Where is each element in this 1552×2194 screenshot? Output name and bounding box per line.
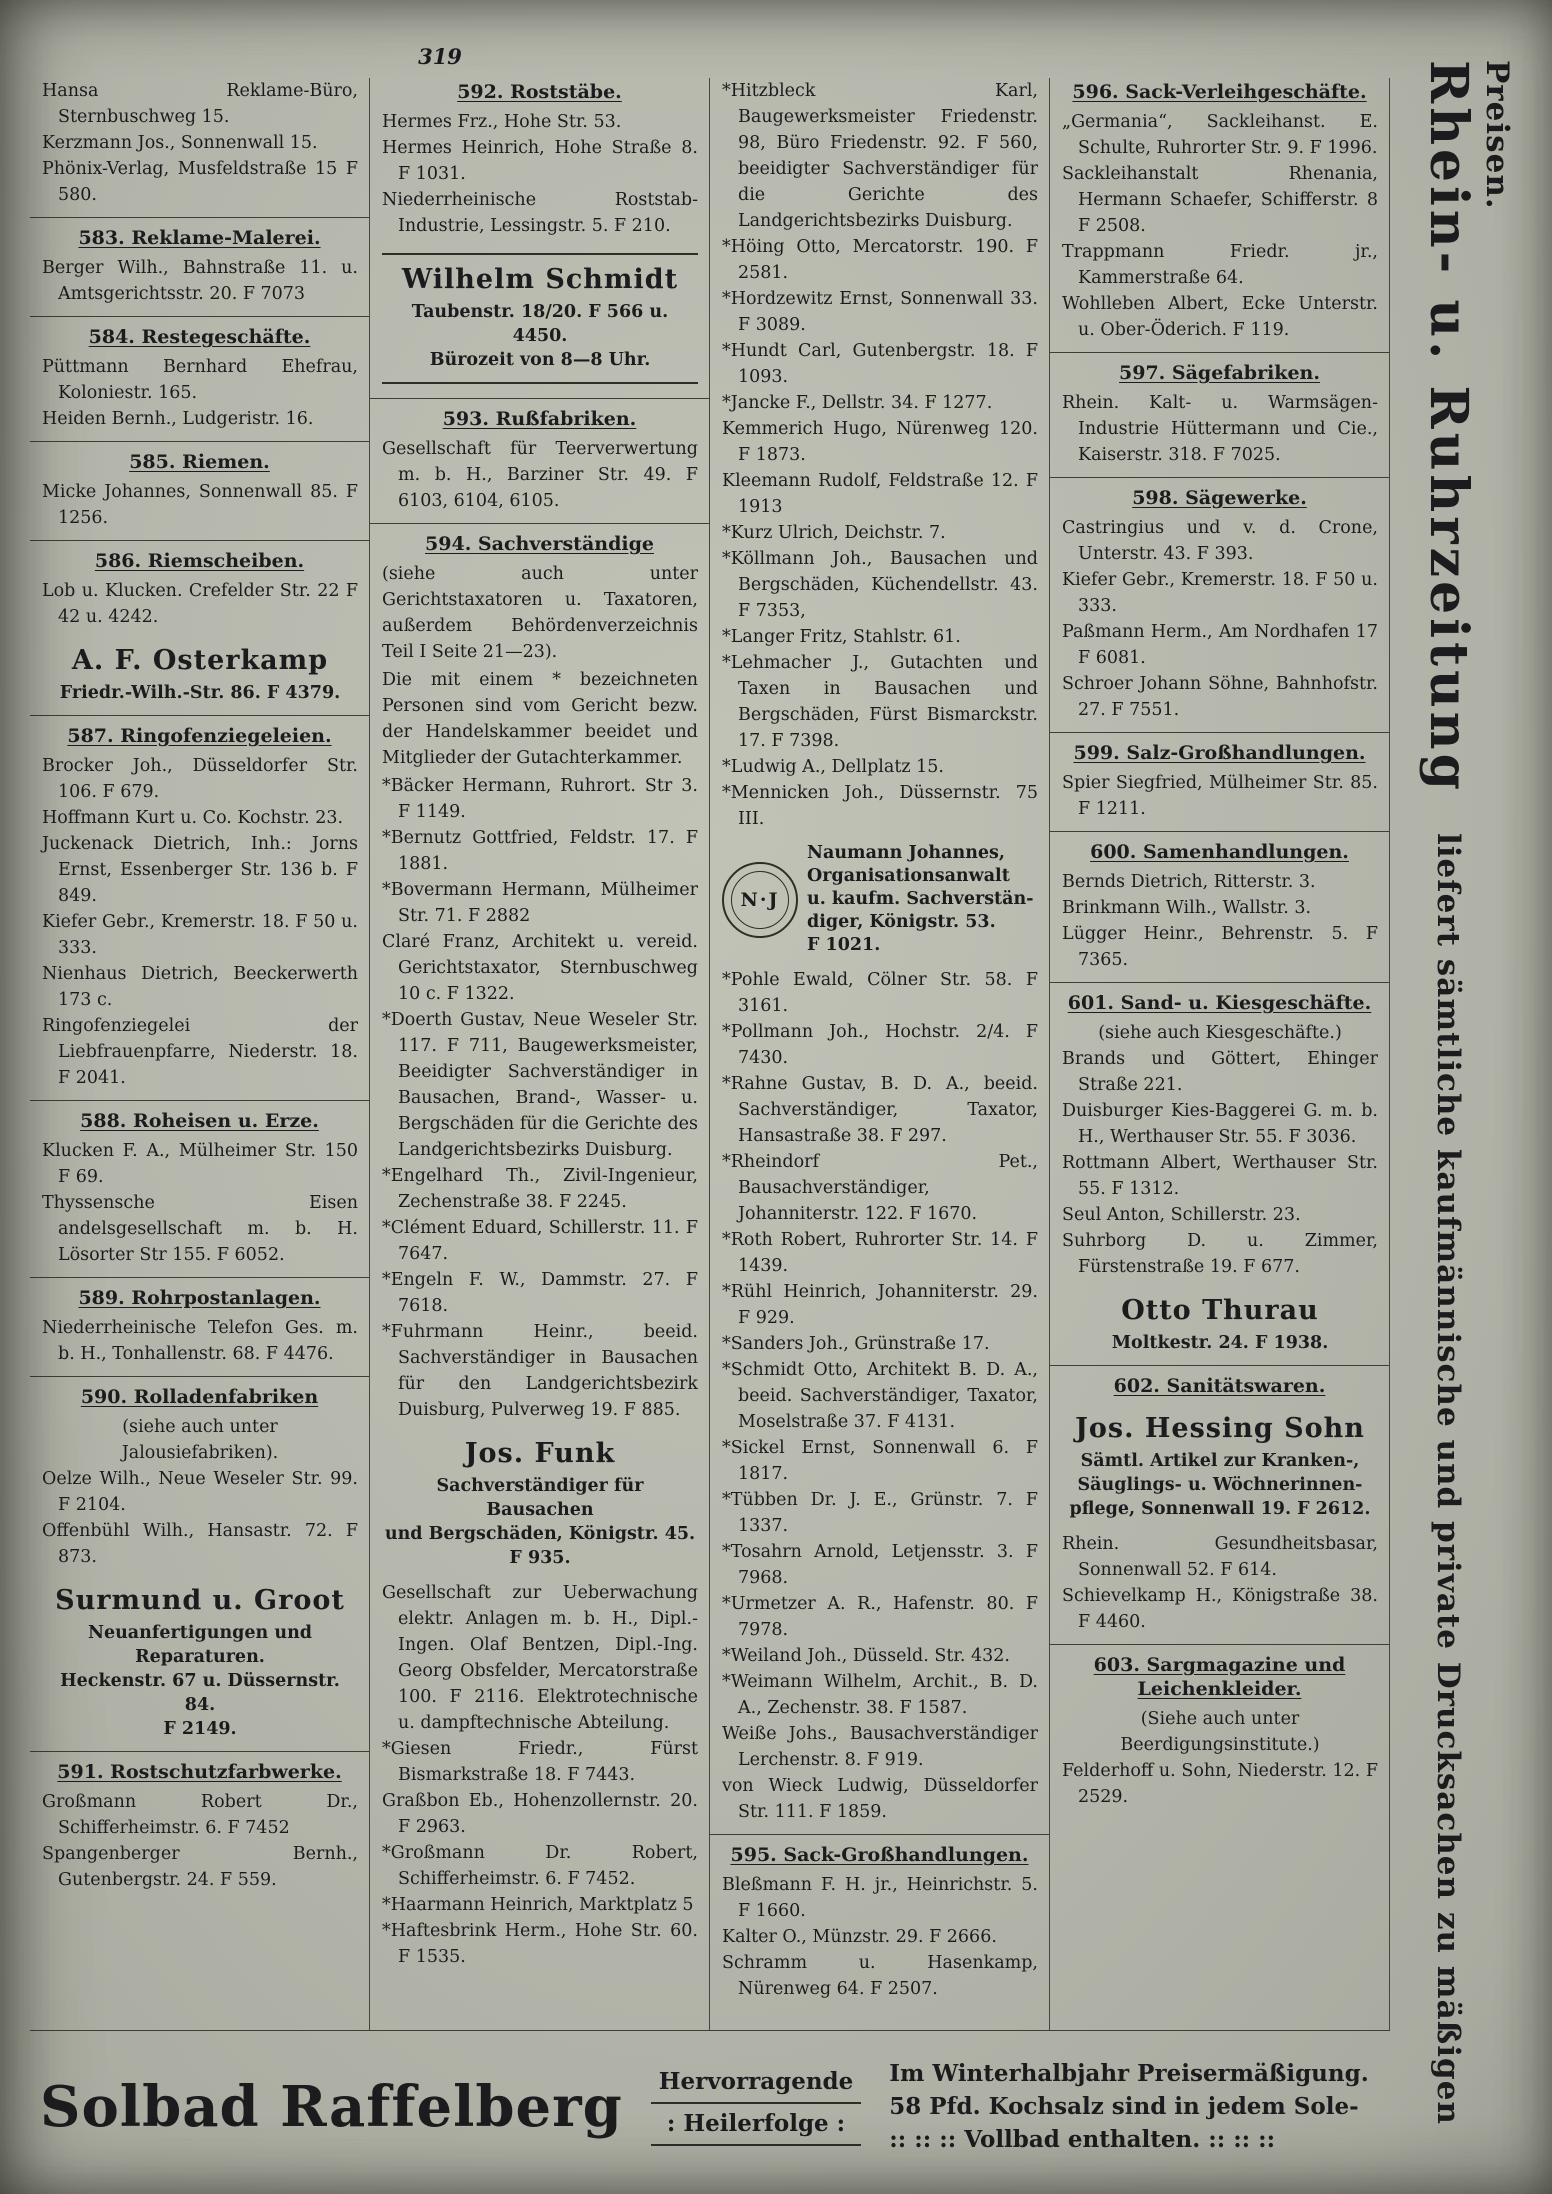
directory-entry: Heiden Bernh., Ludgeristr. 16.: [42, 409, 314, 429]
section-heading: 601. Sand- u. Kiesgeschäfte.: [1050, 982, 1389, 1015]
ad-title: Wilhelm Schmidt: [401, 264, 679, 295]
ad-title: Jos. Funk: [464, 1438, 616, 1469]
directory-entry: *Kurz Ulrich, Deichstr. 7.: [722, 523, 946, 543]
section-heading: 591. Rostschutzfarbwerke.: [30, 1751, 369, 1784]
directory-entry: Berger Wilh., Bahnstraße 11. u. Amtsgerichtsstr. 20. F 7073: [42, 258, 358, 304]
ad-line: F 935.: [509, 1548, 571, 1568]
directory-entry: Suhrborg D. u. Zimmer, Fürstenstraße 19. F 677.: [1062, 1231, 1378, 1277]
advertisement-block: [1062, 1294, 1378, 1355]
page-number: 319: [418, 44, 462, 69]
directory-entry: Bernds Dietrich, Ritterstr. 3.: [1062, 872, 1316, 892]
directory-entry: Spier Siegfried, Mülheimer Str. 85. F 1211.: [1062, 773, 1378, 819]
ad-line: Neuanfertigungen und: [87, 1623, 313, 1643]
directory-entry: Schramm u. Hasenkamp, Nürenweg 64. F 2507.: [722, 1953, 1038, 1999]
directory-entry: Lob u. Klucken. Crefelder Str. 22 F 42 u. 4242.: [42, 581, 358, 627]
directory-entry: Kiefer Gebr., Kremerstr. 18. F 50 u. 333.: [42, 912, 358, 958]
directory-entry: Duisburger Kies-Baggerei G. m. b. H., Werthauser Str. 55. F 3036.: [1062, 1101, 1378, 1147]
solbad-raffelberg-ad: [30, 2030, 1390, 2188]
directory-entry: Claré Franz, Architekt u. vereid. Gerichtstaxator, Sternbuschweg 10 c. F 1322.: [382, 932, 698, 1004]
directory-column: [710, 78, 1050, 2030]
section-heading: 585. Riemen.: [30, 441, 369, 474]
ad-line: F 2149.: [163, 1719, 237, 1739]
ad-line: Naumann Johannes,: [807, 843, 1005, 863]
directory-entry: Hansa Reklame-Büro, Sternbuschweg 15.: [42, 81, 358, 127]
directory-column: [1050, 78, 1390, 2030]
notary-seal-icon: [722, 862, 798, 938]
section-note: Die mit einem * bezeichneten Personen sind vom Gericht bezw. der Handelskammer beeidet und Mitglieder der Gutachterkammer.: [382, 670, 698, 768]
directory-column: [370, 78, 710, 2030]
ad-line: Moltkestr. 24. F 1938.: [1111, 1333, 1329, 1353]
directory-entry: Weiße Johs., Bausachverständiger Lerchenstr. 8. F 919.: [722, 1724, 1038, 1770]
directory-entry: *Höing Otto, Mercatorstr. 190. F 2581.: [722, 237, 1038, 283]
directory-entry: Gesellschaft zur Ueberwachung elektr. Anlagen m. b. H., Dipl.-Ingen. Olaf Bentzen, Dipl.-Ing. Georg Obsfelder, Mercatorstraße 100. F 2116. Elektrotechnische u. dampftechnische Abteilung.: [382, 1583, 698, 1733]
directory-entry: *Hordzewitz Ernst, Sonnenwall 33. F 3089.: [722, 289, 1038, 335]
directory-entry: Offenbühl Wilh., Hansastr. 72. F 873.: [42, 1521, 358, 1567]
section-heading: 587. Ringofenziegeleien.: [30, 715, 369, 748]
ad-line: und Bergschäden, Königstr. 45.: [384, 1524, 696, 1544]
directory-entry: *Bäcker Hermann, Ruhrort. Str 3. F 1149.: [382, 776, 698, 822]
directory-entry: *Pohle Ewald, Cölner Str. 58. F 3161.: [722, 970, 1038, 1016]
directory-entry: *Pollmann Joh., Hochstr. 2/4. F 7430.: [722, 1022, 1038, 1068]
solbad-ad-text: [889, 2057, 1368, 2156]
directory-entry: Lügger Heinr., Behrenstr. 5. F 7365.: [1062, 924, 1378, 970]
newspaper-side-ad: [1396, 60, 1550, 2190]
directory-entry: „Germania“, Sackleihanst. E. Schulte, Ruhrorter Str. 9. F 1996.: [1062, 112, 1378, 158]
side-ad-slogan: liefert sämtliche kaufmännische und private Drucksachen zu mäßigen Preisen.: [1430, 60, 1515, 2125]
advertisement-block: [382, 1437, 698, 1570]
directory-entry: *Jancke F., Dellstr. 34. F 1277.: [722, 393, 993, 413]
ad-line: Bürozeit von 8—8 Uhr.: [429, 350, 651, 370]
section-heading: 597. Sägefabriken.: [1050, 352, 1389, 385]
directory-entry: Sackleihanstalt Rhenania, Hermann Schaefer, Schifferstr. 8 F 2508.: [1062, 164, 1378, 236]
directory-entry: Brinkmann Wilh., Wallstr. 3.: [1062, 898, 1312, 918]
ad-title: Surmund u. Groot: [55, 1585, 345, 1616]
ad-line: Sämtl. Artikel zur Kranken-,: [1080, 1451, 1360, 1471]
advertisement-block: [382, 253, 698, 384]
ad-title: Otto Thurau: [1121, 1295, 1319, 1326]
directory-entry: Graßbon Eb., Hohenzollernstr. 20. F 2963.: [382, 1791, 698, 1837]
seal-monogram: N·J: [731, 871, 789, 929]
section-heading: 599. Salz-Großhandlungen.: [1050, 732, 1389, 765]
directory-entry: *Schmidt Otto, Architekt B. D. A., beeid. Sachverständiger, Taxator, Moselstraße 37. F 4131.: [722, 1360, 1038, 1432]
directory-entry: Püttmann Bernhard Ehefrau, Koloniestr. 165.: [42, 357, 358, 403]
section-heading: 586. Riemscheiben.: [30, 540, 369, 573]
section-heading: 600. Samenhandlungen.: [1050, 831, 1389, 864]
directory-entry: Castringius und v. d. Crone, Unterstr. 43. F 393.: [1062, 518, 1378, 564]
directory-entry: Großmann Robert Dr., Schifferheimstr. 6. F 7452: [42, 1792, 358, 1838]
directory-entry: Klucken F. A., Mülheimer Str. 150 F 69.: [42, 1141, 358, 1187]
directory-entry: Oelze Wilh., Neue Weseler Str. 99. F 2104.: [42, 1469, 358, 1515]
directory-entry: Kiefer Gebr., Kremerstr. 18. F 50 u. 333.: [1062, 570, 1378, 616]
section-note: (siehe auch unter Gerichtstaxatoren u. Taxatoren, außerdem Behördenverzeichnis Teil I Seite 21—23).: [382, 564, 698, 662]
directory-entry: *Sickel Ernst, Sonnenwall 6. F 1817.: [722, 1438, 1038, 1484]
directory-entry: Kalter O., Münzstr. 29. F 2666.: [722, 1927, 997, 1947]
ad-line: Im Winterhalbjahr Preisermäßigung.: [889, 2060, 1369, 2087]
directory-entry: *Haftesbrink Herm., Hohe Str. 60. F 1535.: [382, 1921, 698, 1967]
ad-line: : Heilerfolge :: [651, 2104, 861, 2146]
section-heading: 592. Roststäbe.: [457, 81, 622, 103]
directory-entry: Juckenack Dietrich, Inh.: Jorns Ernst, Essenberger Str. 136 b. F 849.: [42, 834, 358, 906]
ad-text: [807, 842, 1033, 957]
directory-entry: *Doerth Gustav, Neue Weseler Str. 117. F 711, Baugewerksmeister, Beeidigter Sachverständiger in Bausachen, Brand-, Wasser- u. Bergschäden für die Gerichte des Landgerichtsbezirks Duisburg.: [382, 1010, 698, 1160]
directory-entry: Hermes Frz., Hohe Str. 53.: [382, 112, 622, 132]
directory-entry: Kemmerich Hugo, Nürenweg 120. F 1873.: [722, 419, 1038, 465]
directory-entry: Niederrheinische Telefon Ges. m. b. H., Tonhallenstr. 68. F 4476.: [42, 1318, 358, 1364]
directory-entry: *Engeln F. W., Dammstr. 27. F 7618.: [382, 1270, 698, 1316]
section-heading: 594. Sachverständige: [370, 523, 709, 556]
directory-entry: Rottmann Albert, Werthauser Str. 55. F 1312.: [1062, 1153, 1378, 1199]
directory-entry: Niederrheinische Roststab-Industrie, Lessingstr. 5. F 210.: [382, 190, 698, 236]
directory-entry: Trappmann Friedr. jr., Kammerstraße 64.: [1062, 242, 1378, 288]
directory-entry: Micke Johannes, Sonnenwall 85. F 1256.: [42, 482, 358, 528]
solbad-ad-title: Solbad Raffelberg: [40, 2073, 623, 2140]
ad-title: A. F. Osterkamp: [71, 645, 329, 676]
side-ad-vertical-text: [1396, 60, 1515, 2190]
section-heading: 596. Sack-Verleihgeschäfte.: [1072, 81, 1367, 103]
directory-entry: *Rühl Heinrich, Johanniterstr. 29. F 929.: [722, 1282, 1038, 1328]
ad-title: Jos. Hessing Sohn: [1075, 1413, 1365, 1444]
directory-entry: Kerzmann Jos., Sonnenwall 15.: [42, 133, 318, 153]
directory-entry: Brands und Göttert, Ehinger Straße 221.: [1062, 1049, 1378, 1095]
directory-entry: *Fuhrmann Heinr., beeid. Sachverständiger in Bausachen für den Landgerichtsbezirk Duisburg, Pulverweg 19. F 885.: [382, 1322, 698, 1420]
directory-entry: Schievelkamp H., Königstraße 38. F 4460.: [1062, 1586, 1378, 1632]
ad-line: F 1021.: [807, 935, 881, 955]
directory-content: [30, 78, 1390, 2188]
cross-reference-note: (siehe auch Kiesgeschäfte.): [1098, 1023, 1342, 1043]
section-heading: 589. Rohrpostanlagen.: [30, 1277, 369, 1310]
directory-entry: *Clément Eduard, Schillerstr. 11. F 7647.: [382, 1218, 698, 1264]
directory-entry: *Weimann Wilhelm, Archit., B. D. A., Zechenstr. 38. F 1587.: [722, 1672, 1038, 1718]
directory-entry: Bleßmann F. H. jr., Heinrichstr. 5. F 1660.: [722, 1875, 1038, 1921]
ad-line: Sachverständiger für Bausachen: [436, 1476, 644, 1520]
ad-line: u. kaufm. Sachverstän-: [807, 889, 1034, 909]
section-heading: 603. Sargmagazine und Leichenkleider.: [1050, 1644, 1389, 1701]
directory-entry: *Tübben Dr. J. E., Grünstr. 7. F 1337.: [722, 1490, 1038, 1536]
directory-entry: Thyssensche Eisen andelsgesellschaft m. b. H. Lösorter Str 155. F 6052.: [42, 1193, 358, 1265]
section-heading: 588. Roheisen u. Erze.: [30, 1100, 369, 1133]
directory-entry: *Bovermann Hermann, Mülheimer Str. 71. F 2882: [382, 880, 698, 926]
cross-reference-note: (siehe auch unter Jalousiefabriken).: [121, 1417, 279, 1463]
ad-line: Heckenstr. 67 u. Düssernstr. 84.: [60, 1671, 340, 1715]
ad-line: Säuglings- u. Wöchnerinnen-: [1077, 1475, 1363, 1495]
directory-entry: Spangenberger Bernh., Gutenbergstr. 24. F 559.: [42, 1844, 358, 1890]
ad-line: Friedr.-Wilh.-Str. 86. F 4379.: [59, 683, 341, 703]
directory-entry: *Rahne Gustav, B. D. A., beeid. Sachverständiger, Taxator, Hansastraße 38. F 297.: [722, 1074, 1038, 1146]
directory-entry: *Hitzbleck Karl, Baugewerksmeister Friedenstr. 98, Büro Friedenstr. 92. F 560, beeidigter Sachverständiger für die Gerichte des Landgerichtsbezirks Duisburg.: [722, 81, 1038, 231]
directory-entry: *Großmann Dr. Robert, Schifferheimstr. 6. F 7452.: [382, 1843, 698, 1889]
directory-entry: *Rheindorf Pet., Bausachverständiger, Johanniterstr. 122. F 1670.: [722, 1152, 1038, 1224]
directory-column: [30, 78, 370, 2030]
directory-entry: *Lehmacher J., Gutachten und Taxen in Bausachen und Bergschäden, Fürst Bismarckstr. 17. F 7398.: [722, 653, 1038, 751]
side-ad-title: Rhein- u. Ruhrzeitung: [1418, 60, 1479, 794]
directory-entry: *Ludwig A., Dellplatz 15.: [722, 757, 944, 777]
directory-entry: Ringofenziegelei der Liebfrauenpfarre, Niederstr. 18. F 2041.: [42, 1016, 358, 1088]
cross-reference-note: (Siehe auch unter Beerdigungsinstitute.): [1120, 1709, 1320, 1755]
section-heading: 595. Sack-Großhandlungen.: [710, 1834, 1049, 1867]
directory-entry: Phönix-Verlag, Musfeldstraße 15 F 580.: [42, 159, 358, 205]
advertisement-block: [1062, 1412, 1378, 1521]
directory-entry: Felderhoff u. Sohn, Niederstr. 12. F 2529.: [1062, 1761, 1378, 1807]
section-heading: 593. Rußfabriken.: [370, 398, 709, 431]
section-heading: 602. Sanitätswaren.: [1050, 1365, 1389, 1398]
directory-entry: von Wieck Ludwig, Düsseldorfer Str. 111. F 1859.: [722, 1776, 1038, 1822]
directory-entry: *Urmetzer A. R., Hafenstr. 80. F 7978.: [722, 1594, 1038, 1640]
directory-entry: *Sanders Joh., Grünstraße 17.: [722, 1334, 990, 1354]
ad-line: Taubenstr. 18/20. F 566 u. 4450.: [411, 302, 669, 346]
ad-line: Hervorragende: [651, 2067, 861, 2104]
advertisement-block: [42, 1584, 358, 1741]
ad-line: Organisationsanwalt: [807, 866, 1010, 886]
solbad-ad-center: [651, 2067, 861, 2146]
directory-entry: Seul Anton, Schillerstr. 23.: [1062, 1205, 1301, 1225]
directory-entry: *Giesen Friedr., Fürst Bismarkstraße 18. F 7443.: [382, 1739, 698, 1785]
ad-line: diger, Königstr. 53.: [807, 912, 996, 932]
directory-entry: Paßmann Herm., Am Nordhafen 17 F 6081.: [1062, 622, 1378, 668]
directory-entry: Schroer Johann Söhne, Bahnhofstr. 27. F 7551.: [1062, 674, 1378, 720]
section-heading: 598. Sägewerke.: [1050, 477, 1389, 510]
directory-entry: *Tosahrn Arnold, Letjensstr. 3. F 7968.: [722, 1542, 1038, 1588]
directory-entry: Brocker Joh., Düsseldorfer Str. 106. F 679.: [42, 756, 358, 802]
ad-line: :: :: :: Vollbad enthalten. :: :: ::: [889, 2126, 1276, 2153]
advertisement-with-seal: [722, 842, 1038, 957]
directory-entry: *Bernutz Gottfried, Feldstr. 17. F 1881.: [382, 828, 698, 874]
ad-line: 58 Pfd. Kochsalz sind in jedem Sole-: [889, 2093, 1359, 2120]
directory-columns: [30, 78, 1390, 2030]
directory-entry: Nienhaus Dietrich, Beeckerwerth 173 c.: [42, 964, 358, 1010]
directory-entry: Rhein. Gesundheitsbasar, Sonnenwall 52. F 614.: [1062, 1534, 1378, 1580]
section-heading: 583. Reklame-Malerei.: [30, 217, 369, 250]
directory-entry: Kleemann Rudolf, Feldstraße 12. F 1913: [722, 471, 1038, 517]
section-heading: 590. Rolladenfabriken: [30, 1376, 369, 1409]
advertisement-block: [42, 644, 358, 705]
directory-entry: *Köllmann Joh., Bausachen und Bergschäden, Küchendellstr. 43. F 7353,: [722, 549, 1038, 621]
directory-entry: Hoffmann Kurt u. Co. Kochstr. 23.: [42, 808, 344, 828]
ad-line: Reparaturen.: [135, 1647, 265, 1667]
section-heading: 584. Restegeschäfte.: [30, 316, 369, 349]
directory-entry: *Roth Robert, Ruhrorter Str. 14. F 1439.: [722, 1230, 1038, 1276]
directory-entry: *Hundt Carl, Gutenbergstr. 18. F 1093.: [722, 341, 1038, 387]
ad-line: pflege, Sonnenwall 19. F 2612.: [1069, 1499, 1371, 1519]
directory-entry: *Langer Fritz, Stahlstr. 61.: [722, 627, 961, 647]
directory-entry: Rhein. Kalt- u. Warmsägen-Industrie Hüttermann und Cie., Kaiserstr. 318. F 7025.: [1062, 393, 1378, 465]
directory-entry: *Mennicken Joh., Düssernstr. 75 III.: [722, 783, 1038, 829]
directory-entry: Gesellschaft für Teerverwertung m. b. H., Barziner Str. 49. F 6103, 6104, 6105.: [382, 439, 698, 511]
directory-entry: Wohlleben Albert, Ecke Unterstr. u. Ober-Öderich. F 119.: [1062, 294, 1378, 340]
directory-entry: Hermes Heinrich, Hohe Straße 8. F 1031.: [382, 138, 698, 184]
directory-entry: *Haarmann Heinrich, Marktplatz 5: [382, 1895, 694, 1915]
directory-entry: *Weiland Joh., Düsseld. Str. 432.: [722, 1646, 1010, 1666]
directory-entry: *Engelhard Th., Zivil-Ingenieur, Zechenstraße 38. F 2245.: [382, 1166, 698, 1212]
